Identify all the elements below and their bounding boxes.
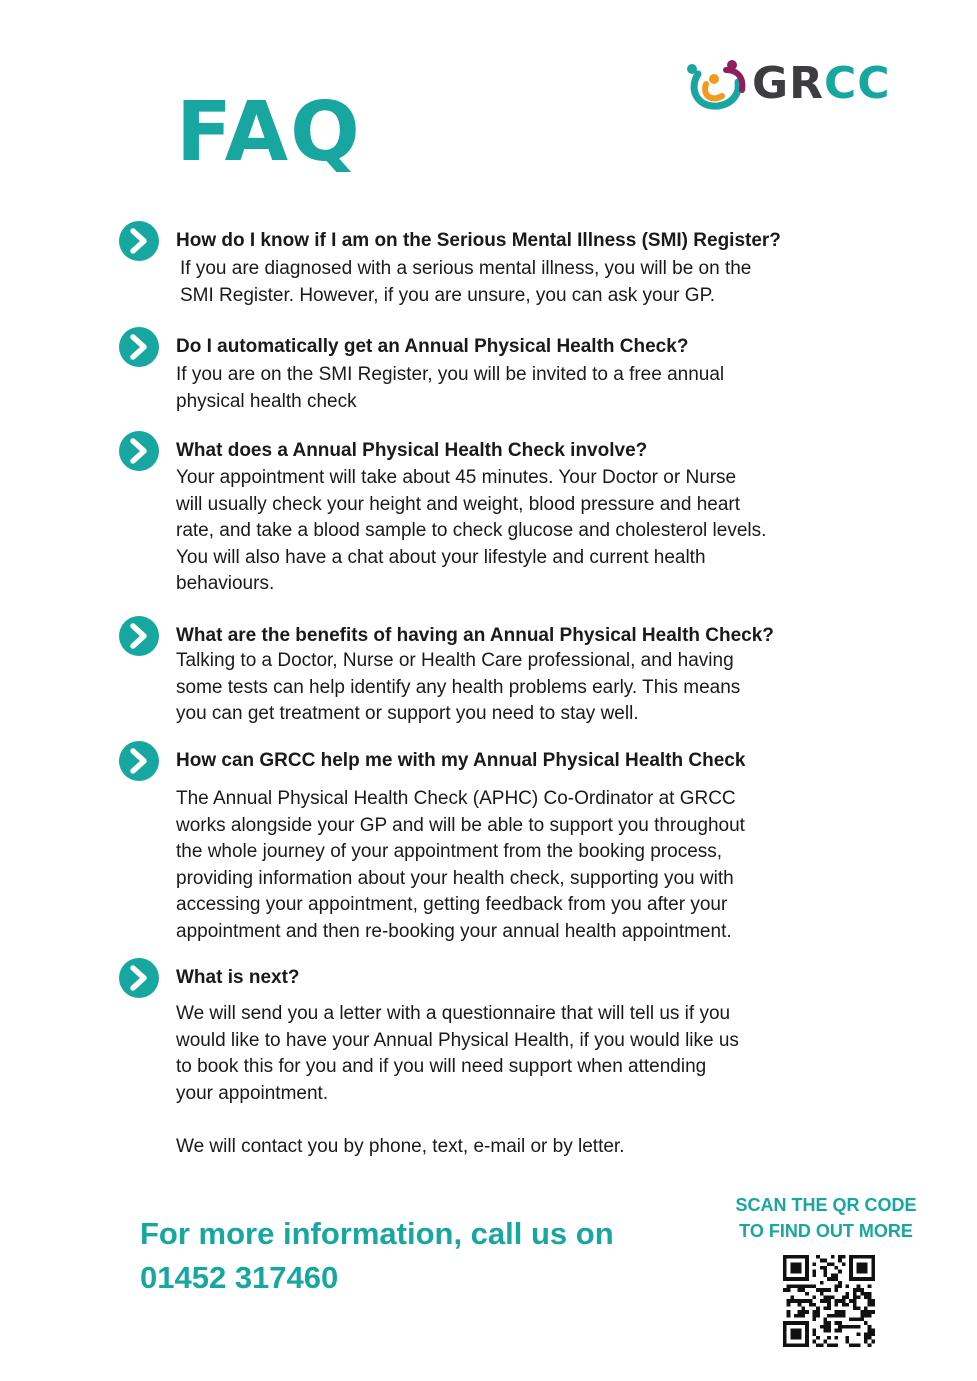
answer-line: accessing your appointment, getting feedback from you after your	[176, 894, 728, 915]
faq-answer	[176, 465, 866, 598]
answer-line: physical health check	[176, 390, 357, 412]
contact-info	[140, 1212, 700, 1300]
answer-line: SMI Register. However, if you are unsure, you can ask your GP.	[180, 284, 716, 306]
page-title: FAQ	[176, 85, 362, 180]
answer-line: works alongside your GP and will be able to support you throughout	[176, 814, 745, 836]
answer-line-blank	[176, 1107, 866, 1134]
qr-caption-line: SCAN THE QR CODE	[735, 1195, 917, 1215]
chevron-right-circle-icon	[118, 326, 160, 368]
faq-question: Do I automatically get an Annual Physical Health Check?	[176, 336, 689, 357]
faq-question: What is next?	[176, 967, 300, 988]
answer-line: If you are on the SMI Register, you will be invited to a free annual	[176, 364, 725, 385]
faq-question: What does a Annual Physical Health Check involve?	[176, 440, 648, 461]
grcc-logo-wordmark: GRCC	[752, 58, 891, 109]
answer-line: to book this for you and if you will need support when attending	[176, 1056, 707, 1077]
faq-answer	[180, 256, 870, 309]
chevron-right-circle-icon	[118, 740, 160, 782]
faq-question: How can GRCC help me with my Annual Physical Health Check	[176, 750, 746, 771]
answer-line: providing information about your health check, supporting you with	[176, 867, 734, 889]
answer-line: would like to have your Annual Physical Health, if you would like us	[176, 1029, 739, 1051]
answer-line: some tests can help identify any health problems early. This means	[176, 676, 741, 698]
chevron-right-circle-icon	[118, 220, 160, 262]
answer-line: You will also have a chat about your lifestyle and current health	[176, 546, 706, 568]
answer-line: We will send you a letter with a questionnaire that will tell us if you	[176, 1003, 731, 1024]
faq-answer	[176, 1001, 866, 1160]
answer-line: behaviours.	[176, 573, 275, 594]
answer-line: rate, and take a blood sample to check glucose and cholesterol levels.	[176, 520, 767, 541]
faq-question: What are the benefits of having an Annual Physical Health Check?	[176, 625, 774, 646]
answer-line: you can get treatment or support you need to stay well.	[176, 703, 639, 724]
answer-line: If you are diagnosed with a serious mental illness, you will be on the	[180, 258, 752, 279]
qr-code-icon[interactable]	[783, 1255, 875, 1347]
chevron-right-circle-icon	[118, 615, 160, 657]
grcc-logo-mark-icon	[684, 56, 756, 112]
contact-text: For more information, call us on	[140, 1216, 614, 1251]
phone-number[interactable]: 01452 317460	[140, 1260, 339, 1295]
faq-answer	[176, 648, 866, 728]
answer-line: will usually check your height and weight, blood pressure and heart	[176, 493, 740, 515]
chevron-right-circle-icon	[118, 430, 160, 472]
answer-line: Your appointment will take about 45 minutes. Your Doctor or Nurse	[176, 467, 737, 488]
chevron-right-circle-icon	[118, 957, 160, 999]
faq-answer	[176, 786, 866, 945]
grcc-logo	[684, 56, 924, 112]
answer-line: Talking to a Doctor, Nurse or Health Care professional, and having	[176, 650, 734, 671]
answer-line: We will contact you by phone, text, e-mail or by letter.	[176, 1135, 625, 1157]
faq-question: How do I know if I am on the Serious Mental Illness (SMI) Register?	[176, 230, 781, 251]
answer-line: your appointment.	[176, 1082, 329, 1104]
qr-caption-line: TO FIND OUT MORE	[739, 1221, 913, 1241]
faq-answer	[176, 362, 866, 415]
answer-line: appointment and then re-booking your annual health appointment.	[176, 920, 732, 942]
answer-line: the whole journey of your appointment from the booking process,	[176, 841, 723, 862]
qr-caption	[712, 1192, 940, 1244]
answer-line: The Annual Physical Health Check (APHC) Co-Ordinator at GRCC	[176, 788, 736, 809]
